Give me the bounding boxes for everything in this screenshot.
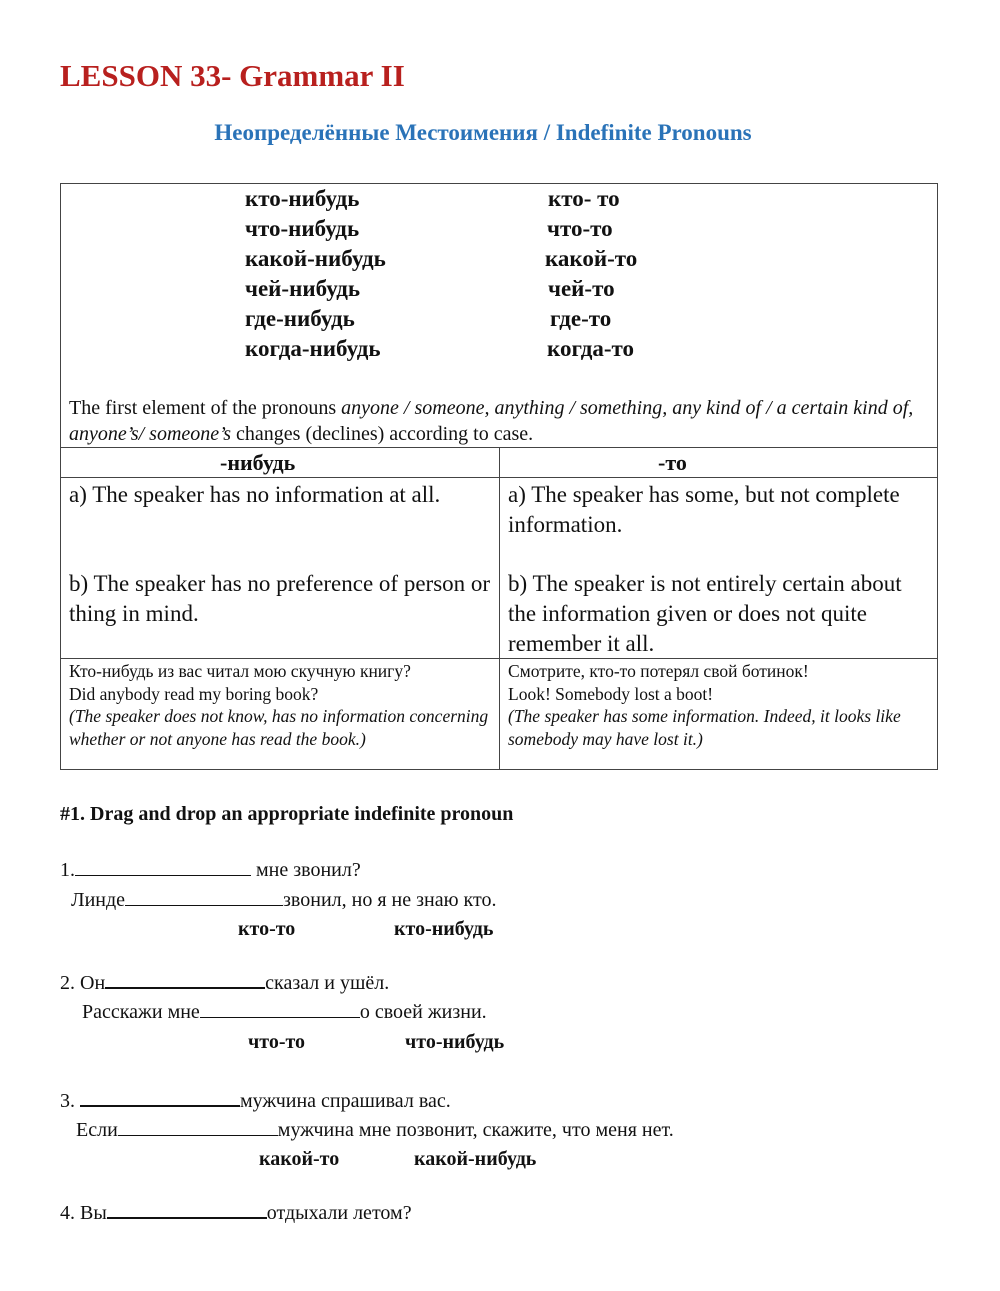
sentence-text: мне звонил? <box>251 859 361 881</box>
pronoun-nibud: какой-нибудь <box>245 246 386 271</box>
drop-target[interactable] <box>118 1118 278 1136</box>
exercise-sentence <box>82 1000 487 1024</box>
sentence-text: о своей жизни. <box>359 1001 487 1023</box>
sentence-text: мужчина мне позвонит, скажите, что меня нет. <box>277 1119 674 1141</box>
exercise-sentence <box>60 1200 412 1225</box>
exercise-sentence <box>60 970 389 995</box>
example-ru: Смотрите, кто-то потерял свой ботинок! <box>508 661 809 681</box>
drop-target[interactable] <box>105 970 265 989</box>
sentence-text: 1. <box>60 859 75 881</box>
pronoun-nibud: кто-нибудь <box>245 186 360 211</box>
note-text-end: changes (declines) according to case. <box>231 423 534 445</box>
pronoun-nibud: где-нибудь <box>245 306 355 331</box>
drop-target[interactable] <box>125 888 283 906</box>
example-note: (The speaker has some information. Indeed, it looks like somebody may have lost it.) <box>508 706 901 749</box>
draggable-option[interactable]: какой-нибудь <box>414 1148 537 1170</box>
rule-nibud-a: a) The speaker has no information at all. <box>69 482 441 507</box>
pronoun-to: где-то <box>550 306 612 331</box>
draggable-option[interactable]: кто-то <box>238 918 296 940</box>
drop-target[interactable] <box>75 858 251 876</box>
lesson-subtitle: Неопределённые Местоимения / Indefinite Pronouns <box>214 120 752 145</box>
sentence-text: Расскажи мне <box>82 1001 200 1023</box>
table-column-divider <box>499 447 500 770</box>
exercise-sentence <box>71 888 496 912</box>
draggable-option[interactable]: что-то <box>248 1031 306 1053</box>
drop-target[interactable] <box>80 1088 240 1107</box>
note-text: The first element of the pronouns <box>69 397 342 419</box>
sentence-text: мужчина спрашивал вас. <box>240 1090 451 1112</box>
sentence-text: Если <box>76 1119 118 1141</box>
pronoun-to: чей-то <box>548 276 615 301</box>
draggable-option[interactable]: что-нибудь <box>405 1031 505 1053</box>
declension-note <box>69 395 929 447</box>
pronoun-nibud: когда-нибудь <box>245 336 381 361</box>
rule-to-a: a) The speaker has some, but not complete information. <box>508 482 900 537</box>
sentence-text: звонил, но я не знаю кто. <box>283 889 497 911</box>
draggable-option[interactable]: какой-то <box>259 1148 340 1170</box>
drop-target[interactable] <box>200 1000 360 1018</box>
note-italic: anyone / someone, anything / something, any kind of / a certain kind of, anyone’s/ someone’s <box>69 397 914 445</box>
sentence-text: сказал и ушёл. <box>265 972 390 994</box>
lesson-title: LESSON 33- Grammar II <box>60 58 405 93</box>
column-header-to: -то <box>658 450 687 475</box>
pronoun-nibud: что-нибудь <box>245 216 360 241</box>
pronoun-to: когда-то <box>547 336 635 361</box>
example-note: (The speaker does not know, has no information concerning whether or not anyone has read the book.) <box>69 706 489 749</box>
exercise-title: #1. Drag and drop an appropriate indefinite pronoun <box>60 803 514 825</box>
sentence-text: 3. <box>60 1090 80 1112</box>
pronoun-nibud: чей-нибудь <box>245 276 361 301</box>
sentence-text: Линде <box>71 889 126 911</box>
rule-nibud-b: b) The speaker has no preference of person or thing in mind. <box>69 571 491 626</box>
exercise-sentence <box>76 1118 674 1142</box>
example-ru: Кто-нибудь из вас читал мою скучную книгу? <box>69 661 411 681</box>
example-en: Look! Somebody lost a boot! <box>508 683 714 704</box>
rule-to-b: b) The speaker is not entirely certain about the information given or does not quite remember it all. <box>508 571 902 656</box>
column-header-nibud: -нибудь <box>220 450 296 475</box>
sentence-text: 2. Он <box>60 972 106 994</box>
exercise-sentence <box>60 1088 451 1113</box>
pronoun-to: какой-то <box>545 246 638 271</box>
example-to <box>508 660 933 750</box>
exercise-sentence <box>60 858 361 882</box>
draggable-option[interactable]: кто-нибудь <box>394 918 494 940</box>
sentence-text: отдыхали летом? <box>266 1202 412 1224</box>
example-nibud <box>69 660 494 750</box>
sentence-text: 4. Вы <box>60 1202 107 1224</box>
example-en: Did anybody read my boring book? <box>69 683 319 704</box>
pronoun-to: кто- то <box>548 186 620 211</box>
pronoun-to: что-то <box>547 216 613 241</box>
drop-target[interactable] <box>107 1200 267 1219</box>
